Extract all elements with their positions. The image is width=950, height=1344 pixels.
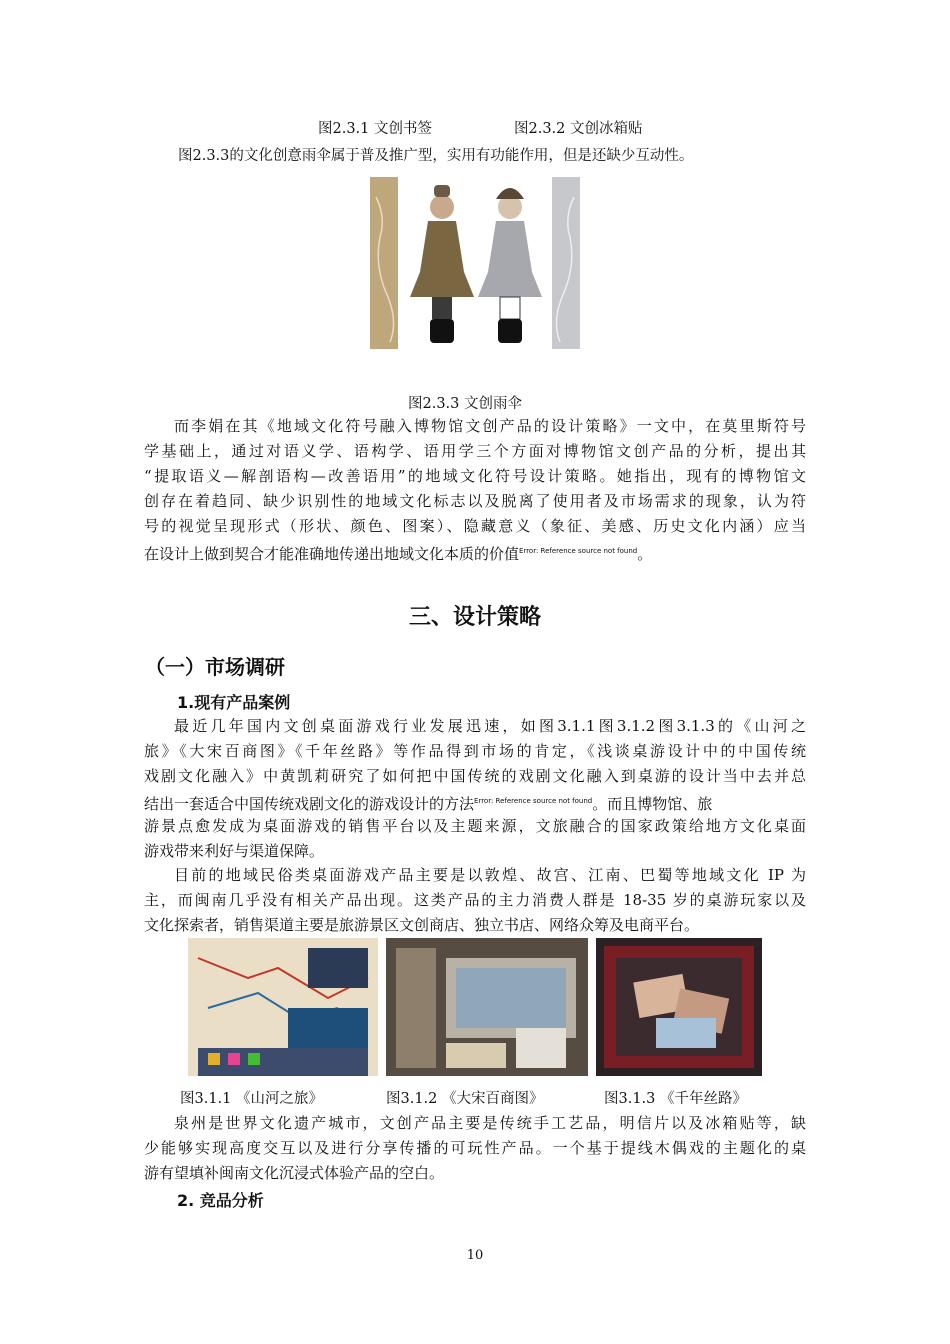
paragraph-line <box>144 790 806 815</box>
paragraph-line: 游有望填补闽南文化沉浸式体验产品的空白。 <box>144 1164 445 1182</box>
paragraph-line: 而李娟在其《地域文化符号融入博物馆文创产品的设计策略》一文中，在莫里斯符号 <box>174 417 806 435</box>
figure-caption-2-3-3: 图2.3.3 文创雨伞 <box>408 396 523 412</box>
paragraph-line <box>144 540 806 565</box>
paragraph-line: 创存在着趋同、缺少识别性的地域文化标志以及脱离了使用者及市场需求的现象，认为符 <box>144 492 806 510</box>
paragraph-line: 少能够实现高度交互以及进行分享传播的可玩性产品。一个基于提线木偶戏的主题化的桌 <box>144 1139 806 1157</box>
paragraph-line: “提取语义—解剖语构—改善语用”的地域文化符号设计策略。她指出，现有的博物馆文 <box>144 467 806 485</box>
figure-caption-3-1-3: 图3.1.3 《千年丝路》 <box>604 1091 748 1107</box>
paragraph-line: 游戏带来利好与渠道保障。 <box>144 842 325 860</box>
subsubsection-heading-2: 2. 竞品分析 <box>177 1191 264 1210</box>
subsection-heading: （一）市场调研 <box>145 655 285 679</box>
figure-caption-3-1-1: 图3.1.1 《山河之旅》 <box>180 1091 324 1107</box>
umbrella-product-image <box>370 177 580 349</box>
board-game-image-dasong <box>386 938 588 1076</box>
page-number: 10 <box>466 1248 484 1263</box>
section-heading: 三、设计策略 <box>408 605 541 630</box>
paragraph-line: 戏剧文化融入》中黄凯莉研究了如何把中国传统的戏剧文化融入到桌游的设计当中去并总 <box>144 767 806 785</box>
figure-caption-2-3-2: 图2.3.2 文创冰箱贴 <box>514 121 643 137</box>
figure-caption-2-3-1: 图2.3.1 文创书签 <box>318 121 433 137</box>
paragraph-text: 在设计上做到契合才能准确地传递出地域文化本质的价值 <box>144 545 520 563</box>
figure-caption-3-1-2: 图3.1.2 《大宋百商图》 <box>386 1091 544 1107</box>
paragraph-line: 号的视觉呈现形式（形状、颜色、图案）、隐藏意义（象征、美感、历史文化内涵）应当 <box>144 517 806 535</box>
paragraph-line: 目前的地域民俗类桌面游戏产品主要是以敦煌、故宫、江南、巴蜀等地域文化 IP 为 <box>174 866 806 884</box>
figure-intro-2-3-3: 图2.3.3的文化创意雨伞属于普及推广型，实用有功能作用，但是还缺少互动性。 <box>178 148 694 164</box>
reference-error: Error: Reference source not found <box>519 547 638 555</box>
paragraph-text: 结出一套适合中国传统戏剧文化的游戏设计的方法 <box>144 795 475 813</box>
board-game-image-qiannian <box>596 938 762 1076</box>
paragraph-line: 泉州是世界文化遗产城市，文创产品主要是传统手工艺品，明信片以及冰箱贴等，缺 <box>174 1114 806 1132</box>
board-game-image-shanhe <box>188 938 378 1076</box>
subsubsection-heading-1: 1.现有产品案例 <box>177 693 291 712</box>
punctuation: 。 <box>637 545 653 563</box>
paragraph-line: 学基础上，通过对语义学、语构学、语用学三个方面对博物馆文创产品的分析，提出其 <box>144 442 806 460</box>
paragraph-line: 游景点愈发成为桌面游戏的销售平台以及主题来源，文旅融合的国家政策给地方文化桌面 <box>144 817 806 835</box>
reference-error: Error: Reference source not found <box>474 797 593 805</box>
paragraph-line: 最近几年国内文创桌面游戏行业发展迅速，如图3.1.1图3.1.2图3.1.3的《山河之 <box>174 717 806 735</box>
paragraph-text: 。而且博物馆、旅 <box>592 795 713 813</box>
paragraph-line: 主，而闽南几乎没有相关产品出现。这类产品的主力消费人群是 18-35 岁的桌游玩家以及 <box>144 891 806 909</box>
paragraph-line: 文化探索者，销售渠道主要是旅游景区文创商店、独立书店、网络众筹及电商平台。 <box>144 916 700 934</box>
paragraph-line: 旅》《大宋百商图》《千年丝路》等作品得到市场的肯定，《浅谈桌游设计中的中国传统 <box>144 742 806 760</box>
